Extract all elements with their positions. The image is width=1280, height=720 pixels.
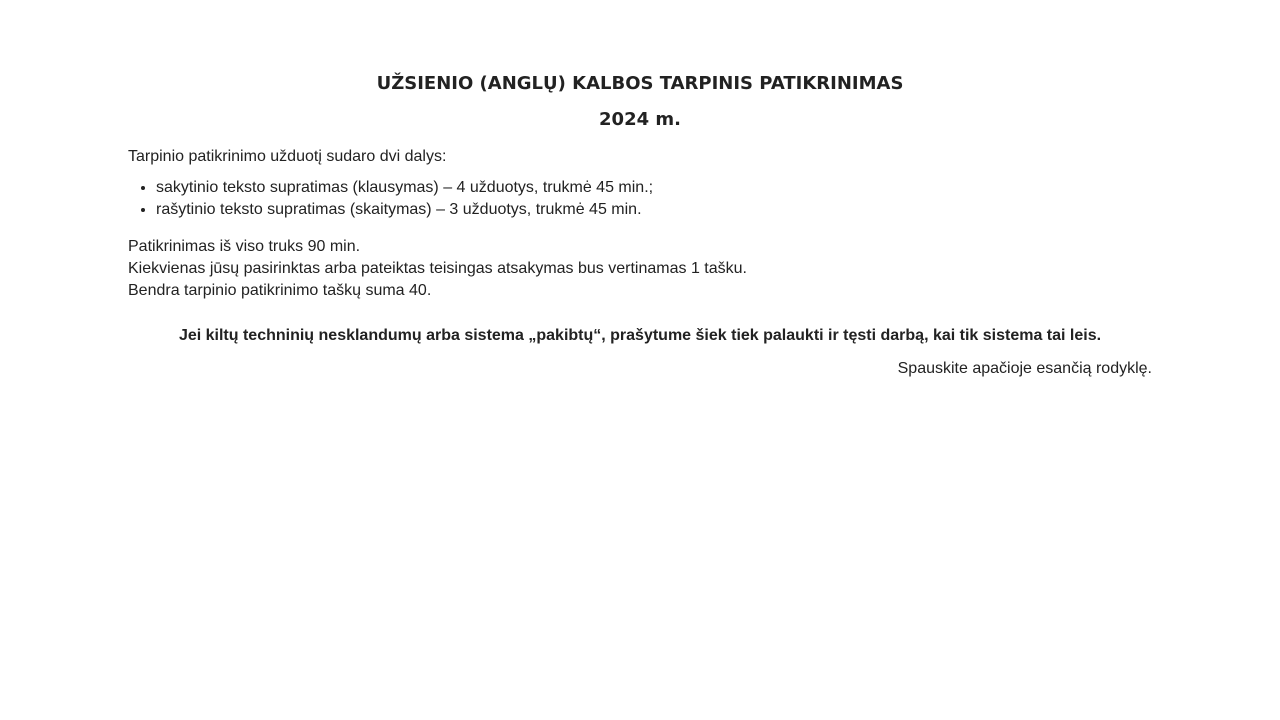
scoring-text: Kiekvienas jūsų pasirinktas arba pateiktas teisingas atsakymas bus vertinamas 1 tašku.: [128, 260, 747, 277]
navigation-hint: Spauskite apačioje esančią rodyklę.: [897, 360, 1152, 377]
technical-notice: Jei kiltų techninių nesklandumų arba sistema „pakibtų“, prašytume šiek tiek palaukti ir tęsti darbą, kai tik sistema tai leis.: [178, 327, 1102, 344]
page-title: UŽSIENIO (ANGLŲ) KALBOS TARPINIS PATIKRINIMAS: [376, 73, 904, 94]
test-info: [128, 236, 747, 302]
intro-text: Tarpinio patikrinimo užduotį sudaro dvi dalys:: [128, 148, 447, 165]
list-item: • sakytinio teksto supratimas (klausymas) – 4 užduotys, trukmė 45 min.;: [156, 177, 653, 199]
list-item: • rašytinio teksto supratimas (skaitymas) – 3 užduotys, trukmė 45 min.: [156, 199, 653, 221]
test-parts-list: [128, 177, 653, 221]
duration-text: Patikrinimas iš viso truks 90 min.: [128, 238, 361, 255]
total-points-text: Bendra tarpinio patikrinimo taškų suma 40.: [128, 282, 432, 299]
page-year: 2024 m.: [599, 109, 681, 130]
